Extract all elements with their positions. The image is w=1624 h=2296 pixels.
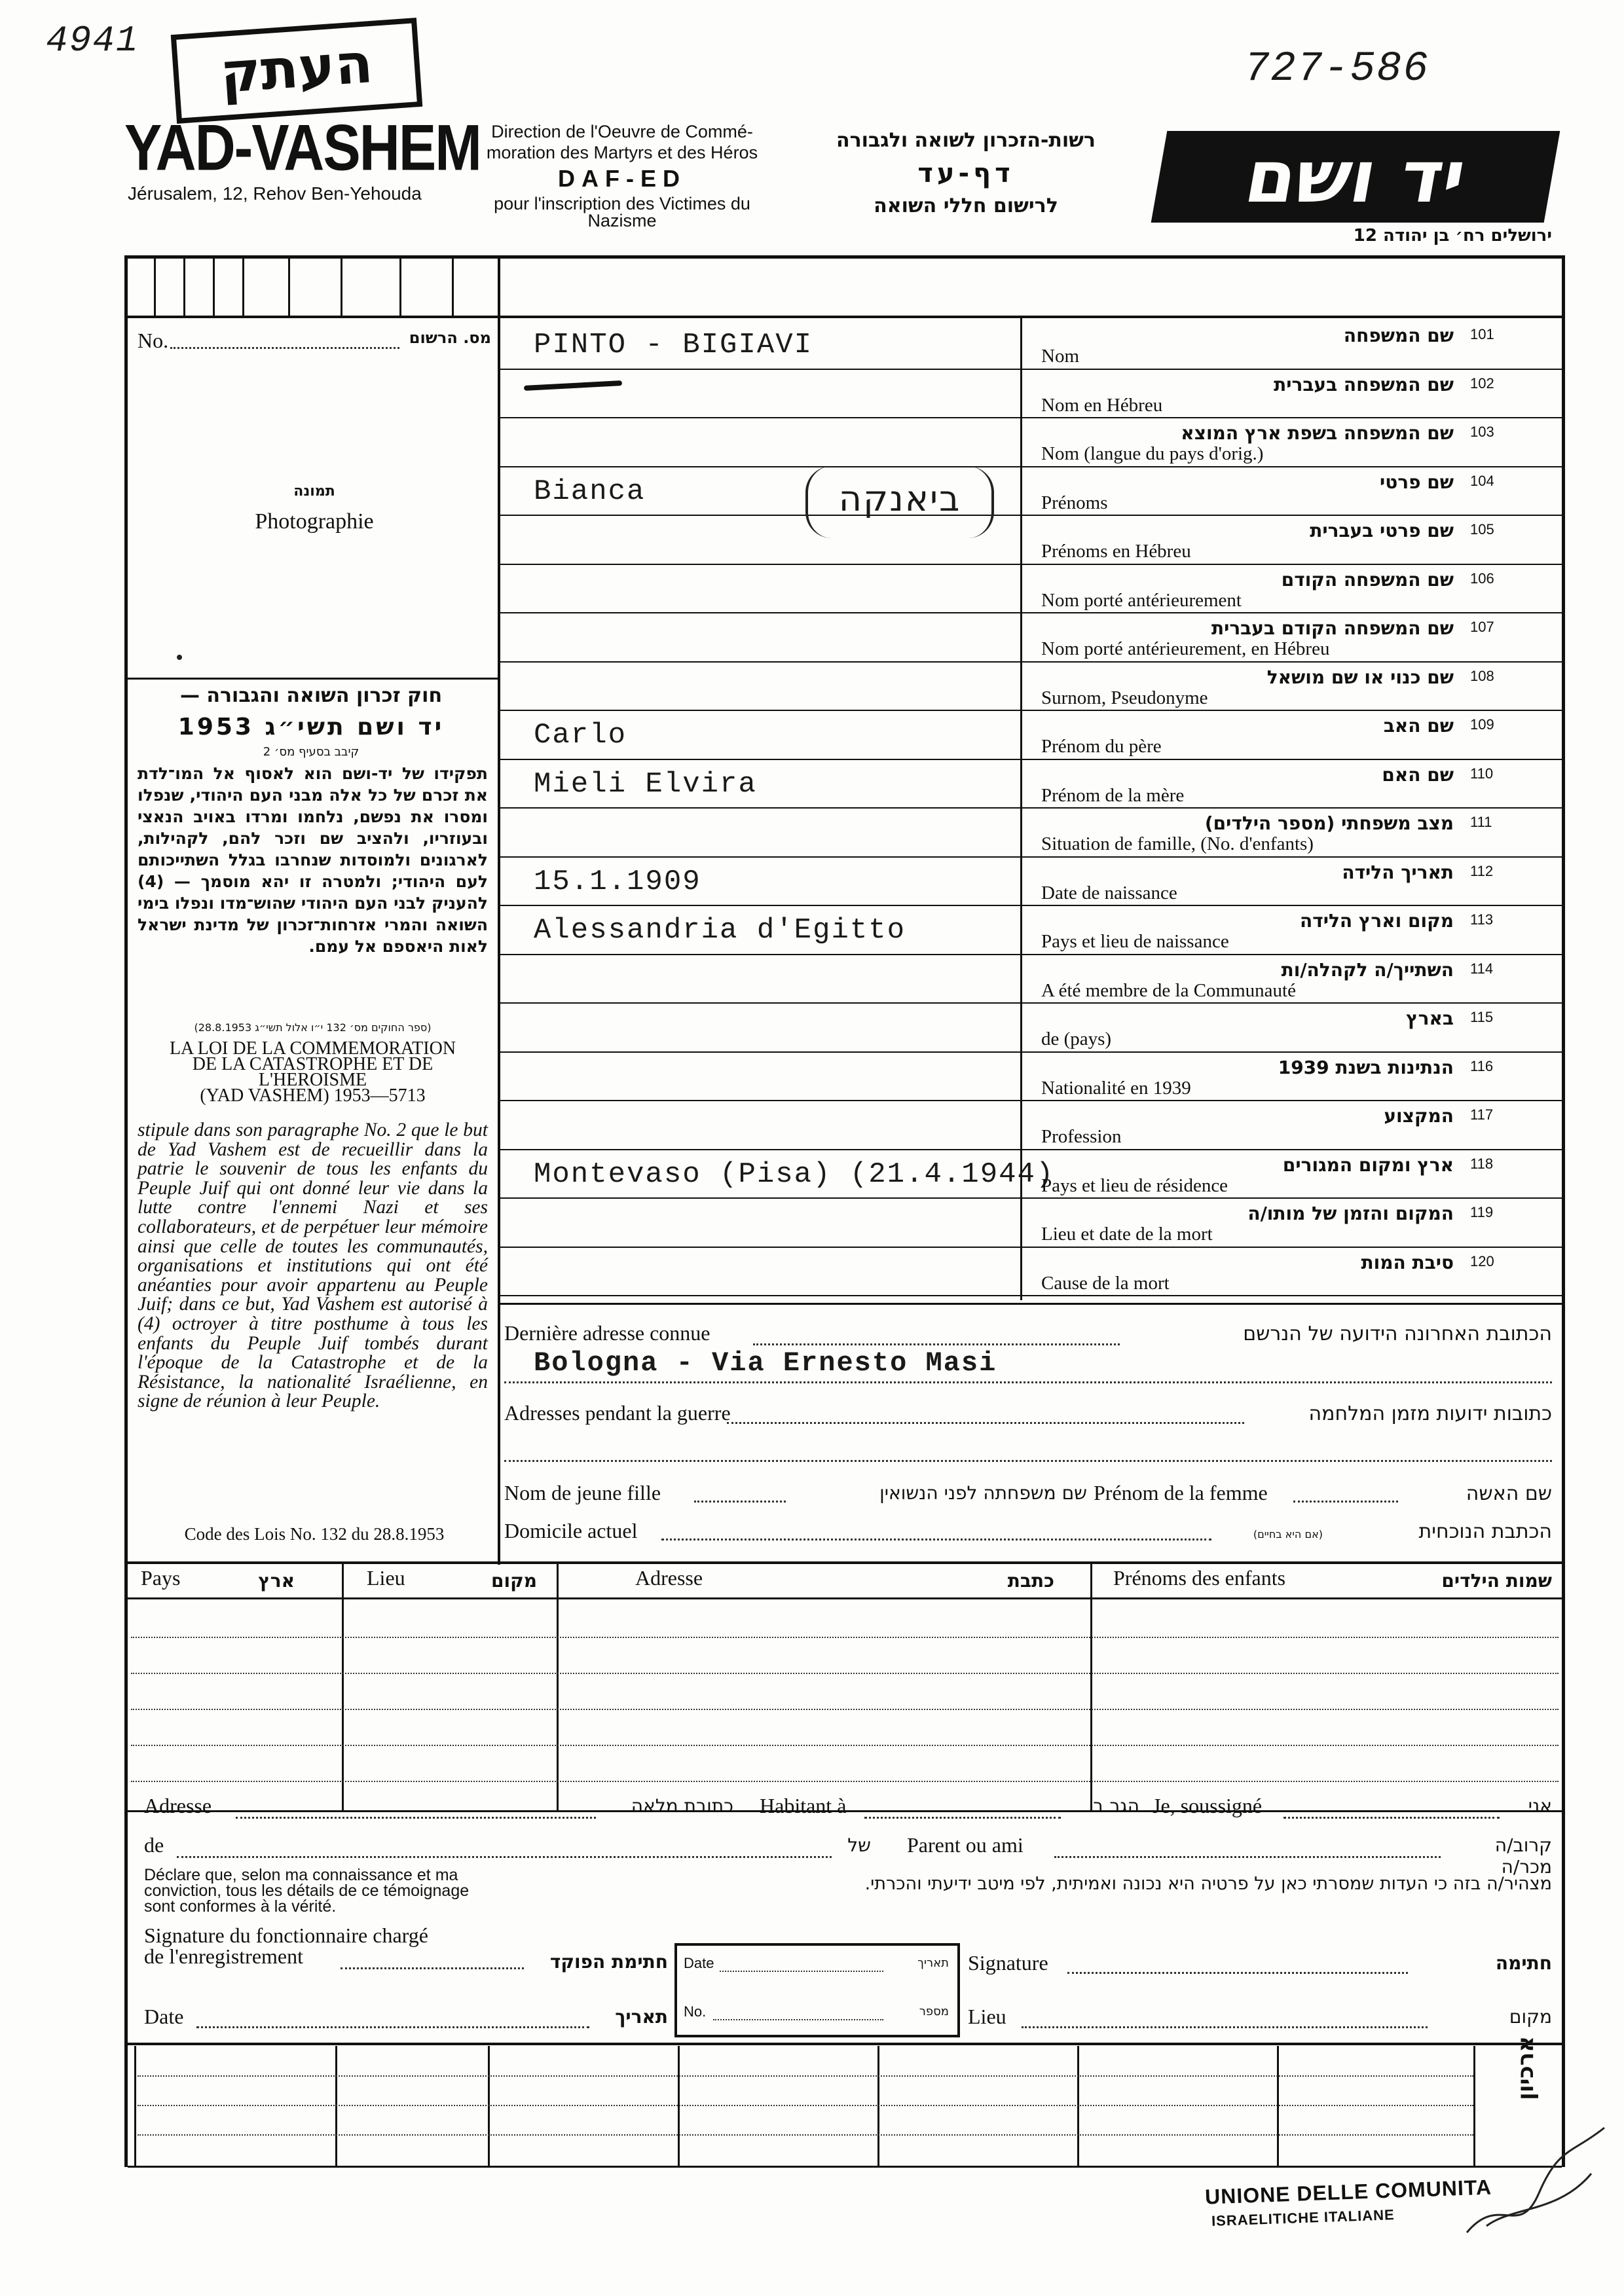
field-number: 117 [1470,1106,1494,1123]
field-label-fr: Nom porté antérieurement, en Hébreu [1041,638,1330,659]
declaration-fr-3: sont conformes à la vérité. [144,1897,337,1916]
signature-label-he: חתימה [1495,1952,1552,1974]
field-label-fr: Prénoms en Hébreu [1041,541,1191,562]
field-value: Alessandria d'Egitto [534,914,906,947]
lieu-label: Lieu [968,2005,1006,2028]
law-title-fr [134,1038,491,1106]
he-registration: לרישום חללי השואה [874,194,1058,217]
field-number: 112 [1470,862,1494,879]
soussigne-label: Je, soussigné [1153,1794,1263,1817]
photo-dot [177,655,182,660]
registration-no-label-he: מס. הרשום [409,329,491,347]
field-label-fr: Date de naissance [1041,882,1177,903]
direction-line-2: moration des Martyrs et des Héros [486,143,758,162]
wife-first-name-label: Prénom de la femme [1094,1481,1268,1504]
yad-vashem-hebrew-logo: יד ושם [1151,131,1560,223]
field-label-fr: Situation de famille, (No. d'enfants) [1041,833,1314,854]
field-number: 118 [1470,1155,1494,1172]
habitant-label: Habitant à [760,1794,847,1817]
law-code-fr: Code des Lois No. 132 du 28.8.1953 [184,1524,445,1544]
box-no-label-he: מספר [919,2005,949,2018]
header-direction [458,121,786,231]
field-label-he: שם המשפחה הקודם [1281,568,1454,591]
field-number: 103 [1470,424,1494,440]
law-body-fr: stipule dans son paragraphe No. 2 que le but de Yad Vashem est de recueillir dans la patrie le souvenir de tous les enfants du Peuple Juif qui ont donné leur vie dans la lutte contre l'ennemi Nazi et ses collaborateurs, et de perpétuer leur mémoire ainsi que celle de toutes les communautés, organisations et institutions qui ont été anéanties pour avoir appartenu au Peuple Juif; dans ce but, Yad Vashem est autorisé à (4) octroyer à titre posthume à tous les enfants du Peuple Juif tombés durant l'époque de la Catastrophe et de la Résistance, la nationalité Israélienne, en signe de réunion à leur Peuple. [138,1120,488,1412]
wife-first-name-label-he: שם האשה [1466,1482,1552,1505]
field-number: 101 [1470,326,1494,342]
field-number: 104 [1470,472,1494,489]
bottom-stamp-line-1: UNIONE DELLE COMUNITA [1204,2175,1492,2209]
date-label-he: תאריך [615,2006,668,2028]
copy-stamp: העתק [171,18,423,124]
law-title-fr-1: LA LOI DE LA COMMEMORATION [169,1038,456,1059]
law-sub-he: קיבב בסעיף מס׳ 2 [263,745,360,759]
official-signature-label-he: חתימת הפוקד [549,1951,668,1973]
field-value: PINTO - BIGIAVI [534,329,813,361]
official-signature-label-1: Signature du fonctionnaire chargé [144,1923,428,1947]
field-number: 113 [1470,911,1494,928]
declaration-he: מצהיר/ה בזה כי העדות שמסרתי כאן על פרטיה היא נכונה ואמיתית, לפי מיטב ידיעתי והכרתי. [864,1874,1552,1894]
field-label-fr: Prénom de la mère [1041,784,1185,806]
witness-address-label-he: כתובת מלאה [631,1795,733,1817]
parent-label: Parent ou ami [907,1833,1024,1857]
hebrew-name-handwritten: ביאנקה [805,466,994,538]
field-label-he: שם המשפחה בעברית [1274,373,1454,395]
last-address-label-he: הכתובת האחרונה הידועה של הנרשם [1243,1322,1552,1345]
current-domicile-note-he: (אם היא בחיים) [1253,1528,1323,1540]
field-label-he: מצב משפחתי (מספר הילדים) [1204,812,1454,834]
parent-label-he: קרוב/ה מכר/ה [1494,1834,1552,1878]
field-label-fr: Cause de la mort [1041,1272,1170,1294]
declaration-fr [144,1867,570,1914]
registration-no-label: No. [138,329,169,352]
side-archive-stamp: ארכיון [1513,2036,1539,2100]
field-label-fr: Profession [1041,1126,1122,1147]
col-header-fr: Prénoms des enfants [1113,1566,1286,1590]
law-title-fr-3: L'HEROISME [258,1070,367,1090]
witness-address-label: Adresse [144,1794,212,1817]
current-domicile-label-he: הכתבת הנוכחית [1418,1520,1552,1543]
law-name-he: יד ושם תשי״ג 1953 [177,714,445,740]
field-label-he: שם פרטי בעברית [1310,520,1454,541]
corner-handwritten-number: 4941 [46,20,139,62]
field-label-fr: Nationalité en 1939 [1041,1077,1191,1099]
col-header-he: מקום [491,1570,537,1592]
field-number: 102 [1470,374,1494,392]
law-body-he: תפקידו של יד-ושם הוא לאסוף אל המו־לדת את זכרם של כל אלה מבני העם היהודי, שנפלו ומסרו את נפשם, נלחמו ומרדו באויב הנאצי ובעוזריו, ולהציב שם וזכר להם, לקהילות, לארגונים ולמוסדות שנחרבו בגלל השתייכותם לעם היהודי; ולמטרה זו יהא מוסמך — (4) להעניק לבני העם היהודי שהוש־מדו ונפלו בימי השואה והמרי אזרחות־זכרון של מדינת ישראל לאות היאספם אל עמם. [138,764,488,956]
field-value: Carlo [534,719,627,752]
signature-label: Signature [968,1951,1048,1975]
de-label: de [144,1833,164,1857]
col-header-fr: Pays [141,1566,181,1590]
field-label-fr: Nom (langue du pays d'orig.) [1041,443,1264,464]
official-signature-label [144,1925,428,1967]
header-address-fr: Jérusalem, 12, Rehov Ben-Yehouda [128,183,422,204]
field-number: 105 [1470,521,1494,538]
direction-line-1: Direction de l'Oeuvre de Commé- [491,122,753,141]
field-label-he: בארץ [1406,1008,1454,1029]
last-address-value: Bologna - Via Ernesto Masi [534,1347,997,1379]
photo-label: Photographie [255,509,374,534]
law-ref-he: (ספר החוקים מס׳ 132 י״ו אלול תשי״ג 28.8.1953) [194,1021,432,1034]
field-label-fr: de (pays) [1041,1029,1112,1049]
handwritten-reference: 727-586 [1244,46,1430,93]
habitant-label-he: הגר ב [1093,1795,1139,1817]
registration-box [674,1943,960,2037]
field-label-he: שם המשפחה הקודם בעברית [1211,617,1454,639]
field-label-fr: Surnom, Pseudonyme [1041,687,1208,708]
field-label-he: ארץ ומקום המגורים [1282,1154,1454,1176]
declaration-fr-1: Déclare que, selon ma connaissance et ma [144,1866,458,1884]
col-header-he: שמות הילדים [1441,1570,1552,1592]
field-label-fr: A été membre de la Communauté [1041,979,1296,1001]
field-label-fr: Nom porté antérieurement [1041,589,1242,611]
war-addresses-label-he: כתובות ידועות מזמן המלחמה [1308,1402,1552,1425]
field-number: 114 [1470,960,1494,977]
field-label-fr: Nom [1041,346,1079,367]
field-number: 119 [1470,1204,1494,1220]
col-header-he: ארץ [258,1570,295,1592]
soussigne-label-he: אני [1528,1795,1552,1817]
declaration-fr-2: conviction, tous les détails de ce témoignage [144,1882,470,1900]
field-label-he: מקום וארץ הלידה [1300,910,1454,932]
field-number: 115 [1470,1009,1494,1025]
last-address-label: Dernière adresse connue [504,1321,710,1345]
law-title-fr-4: (YAD VASHEM) 1953—5713 [200,1085,426,1106]
field-label-he: שם האם [1382,763,1454,786]
field-label-fr: Nom en Hébreu [1041,394,1163,416]
field-label-fr: Prénom du père [1041,736,1162,757]
law-title-fr-2: DE LA CATASTROPHE ET DE [192,1054,434,1074]
field-label-he: סיבת המות [1361,1251,1454,1273]
field-label-he: שם המשפחה בשפת ארץ המוצא [1181,422,1454,444]
date-label: Date [144,2005,184,2028]
bottom-stamp-line-2: ISRAELITICHE ITALIANE [1211,2206,1395,2229]
field-number: 106 [1470,570,1494,587]
field-label-fr: Pays et lieu de naissance [1041,931,1229,952]
current-domicile-label: Domicile actuel [504,1519,638,1542]
col-header-he: כתבת [1007,1570,1054,1592]
war-addresses-label: Adresses pendant la guerre [504,1401,731,1425]
inscription-line-1: pour l'inscription des Victimes du [494,194,750,213]
col-header-fr: Adresse [635,1566,703,1590]
signature-scribble [1460,2115,1611,2246]
field-label-fr: Prénoms [1041,492,1108,513]
photo-label-he: תמונה [293,483,335,500]
field-label-he: שם המשפחה [1343,325,1454,346]
field-number: 109 [1470,716,1494,733]
lieu-label-he: מקום [1509,2006,1552,2028]
field-number: 108 [1470,667,1494,684]
field-label-he: שם כנוי או שם מושאל [1266,666,1454,688]
law-title-he: חוק זכרון השואה והגבורה — [179,684,443,707]
col-header-fr: Lieu [367,1566,405,1590]
inscription-line-2: Nazisme [587,211,657,230]
field-value: Mieli Elvira [534,767,757,801]
he-authority: רשות-הזכרון לשואה ולגבורה [836,129,1096,152]
field-label-he: שם האב [1383,715,1454,737]
field-label-he: הנתינות בשנת 1939 [1278,1056,1454,1078]
header-hebrew-block [812,124,1120,223]
field-label-he: שם פרטי [1379,471,1454,493]
daf-ed-title: DAF-ED [558,165,686,192]
field-number: 107 [1470,619,1494,635]
field-number: 120 [1470,1252,1494,1269]
underline-stroke [524,380,622,391]
de-label-he: של [847,1834,871,1856]
he-daf-ed: דף-עד [917,158,1014,189]
field-label-he: השתייך/ה לקהלה/ות [1281,958,1454,981]
field-label-fr: Lieu et date de la mort [1041,1224,1213,1245]
field-value: 15.1.1909 [534,865,701,898]
field-label-fr: Pays et lieu de résidence [1041,1175,1228,1196]
maiden-name-label-he: שם משפחתה לפני הנשואין [879,1482,1087,1504]
yad-vashem-logo-text: YAD-VASHEM [124,112,481,185]
he-address: ירושלים רח׳ בן יהודה 12 [1353,226,1552,246]
field-number: 111 [1470,814,1492,830]
maiden-name-label: Nom de jeune fille [504,1481,661,1504]
field-label-he: תאריך הלידה [1342,861,1454,883]
field-value: Montevaso (Pisa) (21.4.1944) [534,1157,1055,1191]
official-signature-label-2: de l'enregistrement [144,1944,303,1968]
box-date-label: Date [684,1955,714,1971]
field-number: 116 [1470,1057,1494,1074]
box-date-label-he: תאריך [917,1956,949,1970]
field-label-he: המקום והזמן של מותו/ה [1247,1203,1454,1224]
box-no-label: No. [684,2003,707,2020]
field-label-he: המקצוע [1384,1105,1454,1127]
field-number: 110 [1470,765,1494,782]
field-value: Bianca [534,475,646,508]
